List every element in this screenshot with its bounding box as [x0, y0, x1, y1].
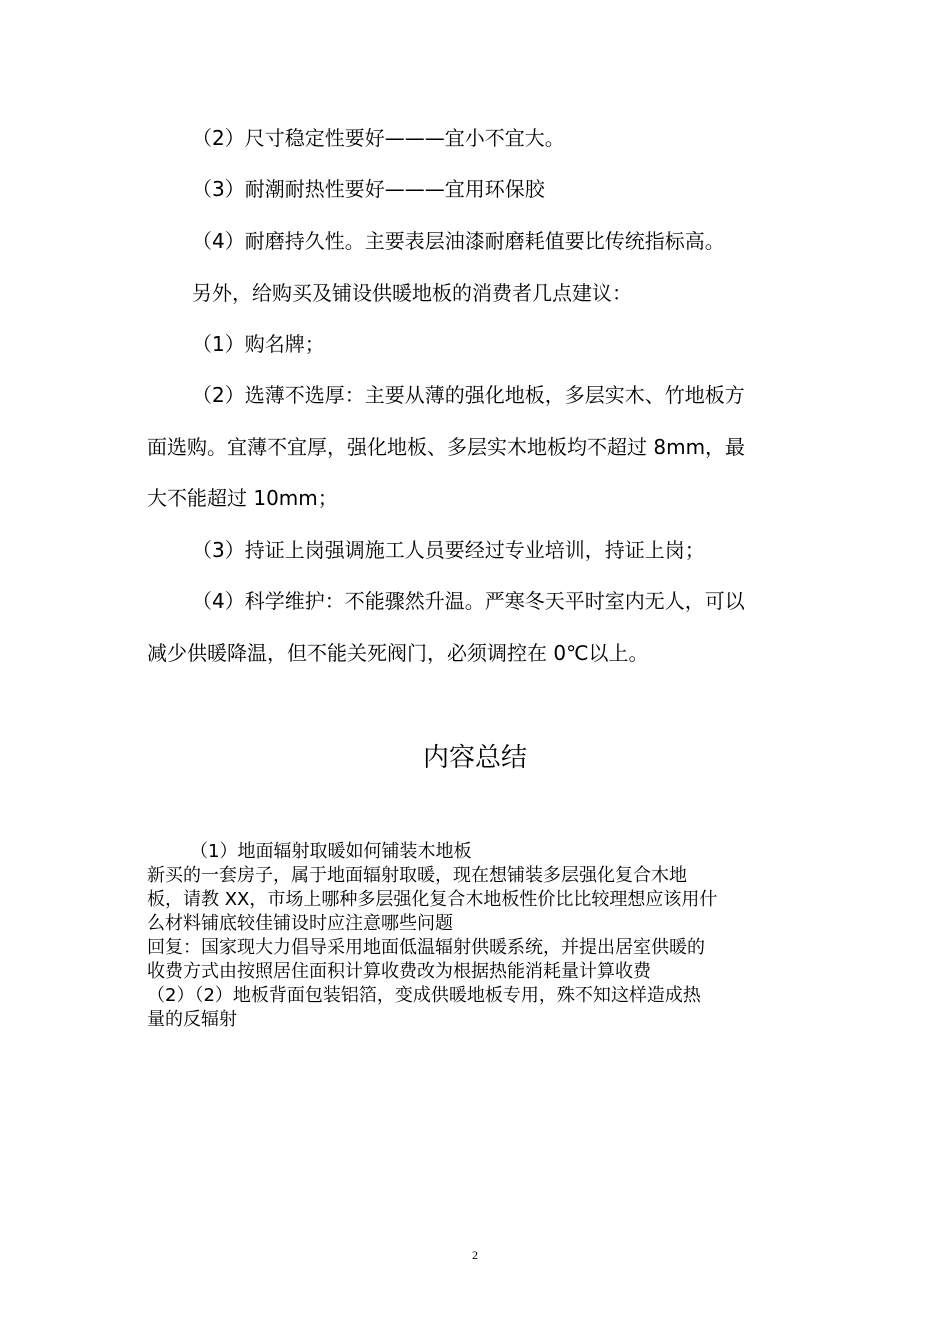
summary-line-6: 收费方式由按照居住面积计算收费改为根据热能消耗量计算收费 [147, 961, 651, 982]
body-line-3: （4）耐磨持久性。主要表层油漆耐磨耗值要比传统指标高。 [192, 229, 725, 253]
summary-line-8: 量的反辐射 [147, 1009, 237, 1030]
summary-line-5: 回复：国家现大力倡导采用地面低温辐射供暖系统，并提出居室供暖的 [147, 937, 705, 958]
body-line-8: 大不能超过 10mm； [147, 486, 338, 510]
page-number: 2 [472, 1248, 478, 1262]
summary-line-4: 么材料铺底较佳铺设时应注意哪些问题 [147, 913, 453, 934]
body-line-2: （3）耐潮耐热性要好———宜用环保胶 [192, 177, 545, 201]
body-line-4: 另外，给购买及铺设供暖地板的消费者几点建议： [192, 281, 632, 305]
body-line-5: （1）购名牌； [192, 332, 325, 356]
summary-line-1: （1）地面辐射取暖如何铺装木地板 [190, 841, 472, 862]
body-line-7: 面选购。宜薄不宜厚，强化地板、多层实木地板均不超过 8mm，最 [147, 435, 746, 459]
body-line-6: （2）选薄不选厚：主要从薄的强化地板，多层实木、竹地板方 [192, 383, 745, 407]
body-line-11: 减少供暖降温，但不能关死阀门，必须调控在 0℃以上。 [147, 641, 649, 665]
summary-line-2: 新买的一套房子，属于地面辐射取暖，现在想铺装多层强化复合木地 [147, 865, 687, 886]
summary-line-7: （2）（2）地板背面包装铝箔，变成供暖地板专用，殊不知这样造成热 [147, 985, 701, 1006]
body-line-10: （4）科学维护：不能骤然升温。严寒冬天平时室内无人，可以 [192, 589, 745, 613]
summary-line-3: 板，请教 XX，市场上哪种多层强化复合木地板性价比比较理想应该用什 [147, 889, 718, 910]
summary-title: 内容总结 [422, 743, 527, 773]
body-line-9: （3）持证上岗强调施工人员要经过专业培训，持证上岗； [192, 538, 705, 562]
body-line-1: （2）尺寸稳定性要好———宜小不宜大。 [192, 126, 565, 150]
